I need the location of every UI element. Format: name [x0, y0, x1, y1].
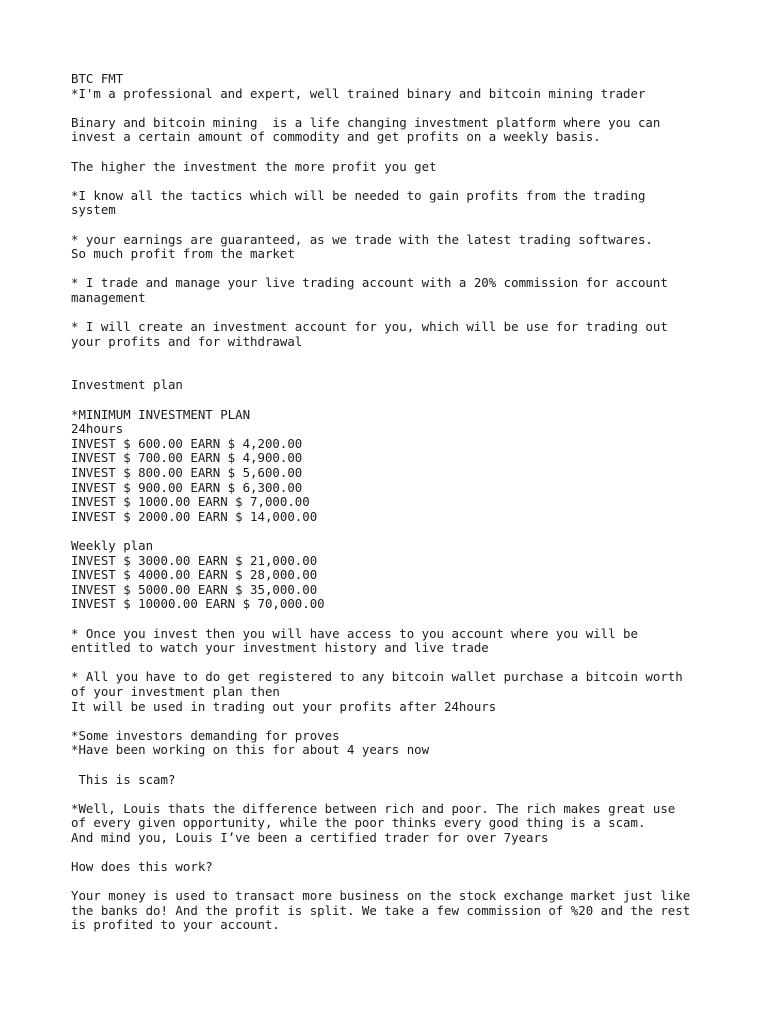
spacer [71, 218, 711, 233]
spacer [71, 524, 711, 539]
how-question: How does this work? [71, 859, 213, 875]
proof-line-1: *Some investors demanding for proves [71, 727, 340, 743]
scam-answer-line-3: And mind you, Louis I’ve been a certified trader for over 7years [71, 829, 549, 845]
plan-row: INVEST $ 900.00 EARN $ 6,300.00 [71, 479, 303, 495]
intro-paragraph-3-line-2: system [71, 202, 116, 218]
scam-answer-line-2: of every given opportunity, while the poor thinks every good thing is a scam. [71, 815, 646, 831]
spacer [71, 393, 711, 408]
scam-question: This is scam? [71, 771, 176, 787]
investment-plan-heading: Investment plan [71, 377, 183, 393]
spacer [71, 787, 711, 802]
minimum-plan-period: 24hours [71, 421, 124, 437]
document-title: BTC FMT [71, 71, 124, 86]
spacer [71, 145, 711, 160]
plan-row: INVEST $ 4000.00 EARN $ 28,000.00 [71, 567, 318, 583]
access-paragraph-line-1: * Once you invest then you will have access to you account where you will be [71, 625, 638, 641]
document-page [71, 72, 711, 933]
intro-paragraph-5-line-2: management [71, 289, 146, 305]
how-answer-line-2: the banks do! And the profit is split. We take a few commission of %20 and the rest [71, 902, 691, 918]
intro-paragraph-6-line-2: your profits and for withdrawal [71, 333, 303, 349]
plan-row: INVEST $ 5000.00 EARN $ 35,000.00 [71, 581, 318, 597]
intro-paragraph-4-line-2: So much profit from the market [71, 246, 295, 262]
wallet-paragraph-line-2: of your investment plan then [71, 683, 280, 699]
wallet-paragraph-line-3: It will be used in trading out your profits after 24hours [71, 698, 497, 714]
spacer [71, 875, 711, 890]
plan-row: INVEST $ 800.00 EARN $ 5,600.00 [71, 465, 303, 481]
how-answer-line-1: Your money is used to transact more business on the stock exchange market just like [71, 888, 691, 904]
plan-row: INVEST $ 600.00 EARN $ 4,200.00 [71, 435, 303, 451]
plan-row: INVEST $ 2000.00 EARN $ 14,000.00 [71, 508, 318, 524]
proof-line-2: *Have been working on this for about 4 years now [71, 742, 430, 758]
access-paragraph-line-2: entitled to watch your investment history and live trade [71, 640, 489, 656]
wallet-paragraph-line-1: * All you have to do get registered to any bitcoin wallet purchase a bitcoin worth [71, 669, 683, 685]
spacer [71, 845, 711, 860]
weekly-plan-heading: Weekly plan [71, 538, 154, 553]
plan-row: INVEST $ 700.00 EARN $ 4,900.00 [71, 450, 303, 466]
plan-row: INVEST $ 1000.00 EARN $ 7,000.00 [71, 494, 310, 510]
scam-answer-line-1: *Well, Louis thats the difference between rich and poor. The rich makes great use [71, 800, 676, 816]
spacer [71, 612, 711, 627]
spacer [71, 306, 711, 321]
spacer [71, 262, 711, 277]
intro-paragraph-4-line-1: * your earnings are guaranteed, as we trade with the latest trading softwares. [71, 231, 653, 247]
plan-row: INVEST $ 10000.00 EARN $ 70,000.00 [71, 596, 325, 612]
intro-paragraph-1-line-2: invest a certain amount of commodity and get profits on a weekly basis. [71, 129, 601, 145]
spacer [71, 656, 711, 671]
plan-row: INVEST $ 3000.00 EARN $ 21,000.00 [71, 552, 318, 568]
spacer [71, 714, 711, 729]
intro-paragraph-6-line-1: * I will create an investment account for you, which will be use for trading out [71, 319, 668, 335]
spacer [71, 101, 711, 116]
intro-paragraph-2: The higher the investment the more profit you get [71, 158, 437, 174]
intro-paragraph-1-line-1: Binary and bitcoin mining is a life changing investment platform where you can [71, 114, 661, 130]
spacer [71, 349, 711, 378]
spacer [71, 174, 711, 189]
minimum-plan-heading: *MINIMUM INVESTMENT PLAN [71, 406, 251, 422]
intro-paragraph-3-line-1: *I know all the tactics which will be needed to gain profits from the trading [71, 187, 646, 203]
how-answer-line-3: is profited to your account. [71, 917, 280, 933]
intro-paragraph-5-line-1: * I trade and manage your live trading account with a 20% commission for account [71, 275, 668, 291]
spacer [71, 758, 711, 773]
document-tagline: *I'm a professional and expert, well trained binary and bitcoin mining trader [71, 85, 646, 101]
